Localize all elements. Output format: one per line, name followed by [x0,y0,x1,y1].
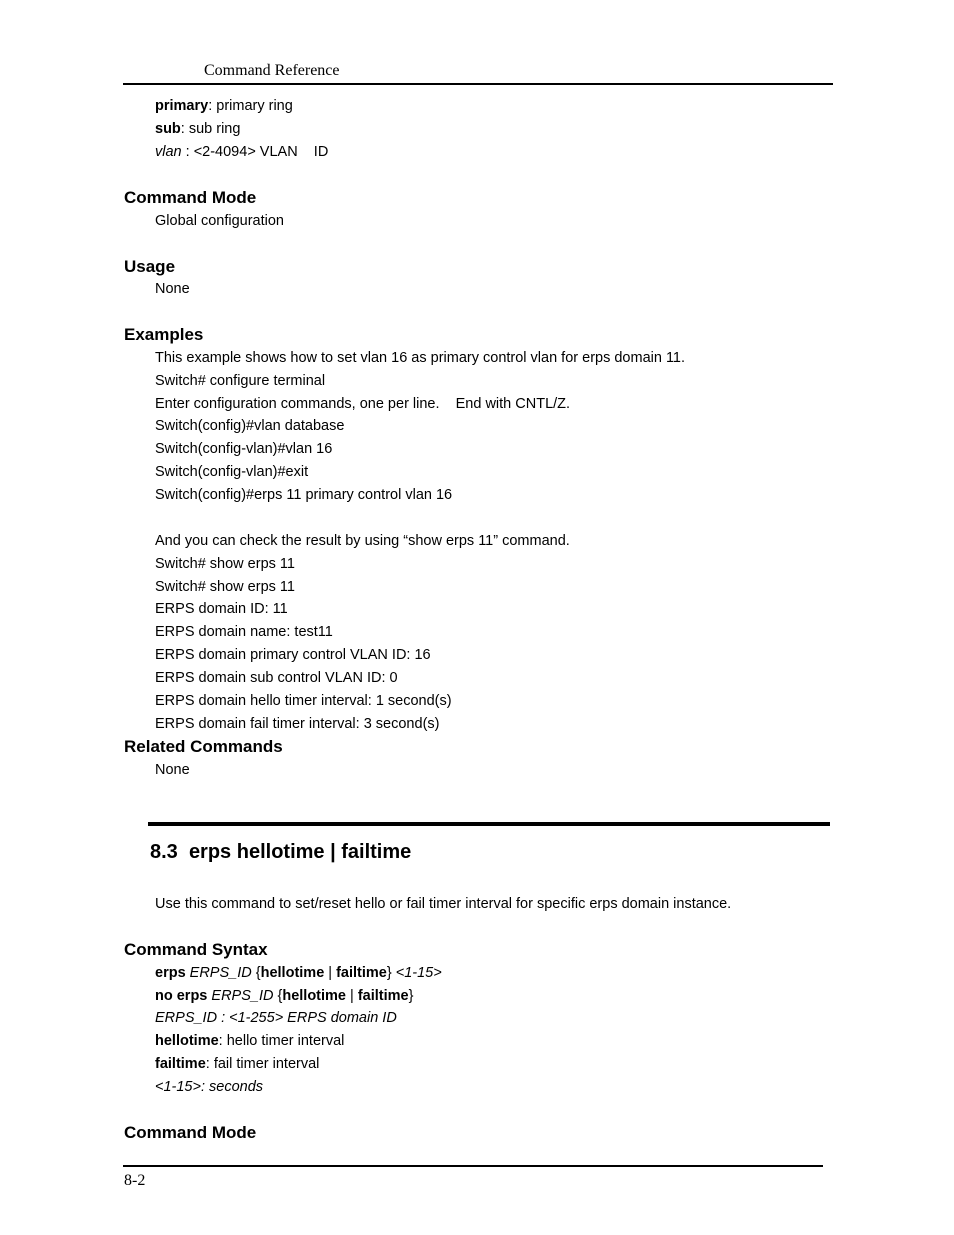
example-line: Switch(config-vlan)#vlan 16 [155,441,333,457]
param-primary-desc: : primary ring [208,98,293,114]
param-sub-keyword: sub [155,121,181,137]
section-description: Use this command to set/reset hello or fail timer interval for specific erps domain instance. [155,896,732,912]
example-output-line: Switch# show erps 11 [155,579,295,595]
example-output-line: And you can check the result by using “show erps 11” command. [155,533,570,549]
examples-heading: Examples [124,325,204,344]
syntax-param-range [155,1078,263,1096]
example-line: Switch(config)#vlan database [155,418,345,434]
example-line: Switch(config-vlan)#exit [155,464,309,480]
example-output-line: ERPS domain name: test11 [155,624,333,640]
param-vlan [155,143,328,161]
example-line: Enter configuration commands, one per line. End with CNTL/Z. [155,396,571,412]
syntax-param-desc: : fail timer interval [205,1056,320,1072]
syntax-param-keyword: failtime [155,1056,206,1072]
example-output-line: ERPS domain sub control VLAN ID: 0 [155,670,398,686]
syntax-keyword: no erps [155,988,208,1004]
syntax-argument: ERPS_ID [185,965,252,981]
syntax-brace-open: { [273,988,283,1004]
related-commands-heading: Related Commands [124,737,283,756]
running-header: Command Reference [204,62,340,79]
syntax-param-range-text: <1-15>: seconds [155,1079,264,1095]
example-output-line: ERPS domain fail timer interval: 3 second(s) [155,716,440,732]
footer-rule [123,1165,823,1167]
command-mode-heading-2: Command Mode [124,1123,257,1142]
command-syntax-heading: Command Syntax [124,940,268,959]
syntax-line-no-erps [155,987,413,1005]
syntax-brace-open: { [251,965,261,981]
page-number: 8-2 [124,1172,146,1189]
syntax-param-erps-id-text: ERPS_ID : <1-255> ERPS domain ID [155,1010,397,1026]
example-output-line: ERPS domain primary control VLAN ID: 16 [155,647,431,663]
syntax-param-failtime [155,1055,319,1073]
example-output-line: ERPS domain ID: 11 [155,601,288,617]
example-line: Switch(config)#erps 11 primary control vlan 16 [155,487,453,503]
usage-value: None [155,281,190,297]
related-commands-value: None [155,762,190,778]
syntax-argument: ERPS_ID [207,988,274,1004]
section-name: erps hellotime | failtime [188,841,412,863]
usage-heading: Usage [124,257,176,276]
section-title [150,840,411,864]
syntax-line-erps [155,964,442,982]
section-rule [148,822,830,826]
syntax-option-hellotime: hellotime [260,965,325,981]
syntax-keyword: erps [155,965,186,981]
param-sub [155,120,240,138]
syntax-separator: | [324,965,337,981]
command-mode-value: Global configuration [155,213,284,229]
command-mode-heading: Command Mode [124,188,257,207]
syntax-option-failtime: failtime [357,988,409,1004]
syntax-param-erps-id [155,1009,397,1027]
example-line: This example shows how to set vlan 16 as primary control vlan for erps domain 11. [155,350,686,366]
example-line: Switch# configure terminal [155,373,326,389]
syntax-param-keyword: hellotime [155,1033,219,1049]
param-primary [155,97,293,115]
syntax-param-hellotime [155,1032,344,1050]
example-output-line: Switch# show erps 11 [155,556,295,572]
syntax-brace-close: } [386,965,392,981]
syntax-option-hellotime: hellotime [282,988,346,1004]
param-vlan-desc: : <2-4094> VLAN ID [181,144,329,160]
param-sub-desc: : sub ring [180,121,241,137]
syntax-separator: | [346,988,358,1004]
param-vlan-keyword: vlan [155,144,182,160]
section-number: 8.3 [150,841,178,863]
param-primary-keyword: primary [155,98,209,114]
syntax-option-failtime: failtime [336,965,387,981]
syntax-param-desc: : hello timer interval [218,1033,345,1049]
example-output-line: ERPS domain hello timer interval: 1 second(s) [155,693,452,709]
header-rule [123,83,833,85]
syntax-brace-close: } [408,988,414,1004]
syntax-range: <1-15> [391,965,442,981]
